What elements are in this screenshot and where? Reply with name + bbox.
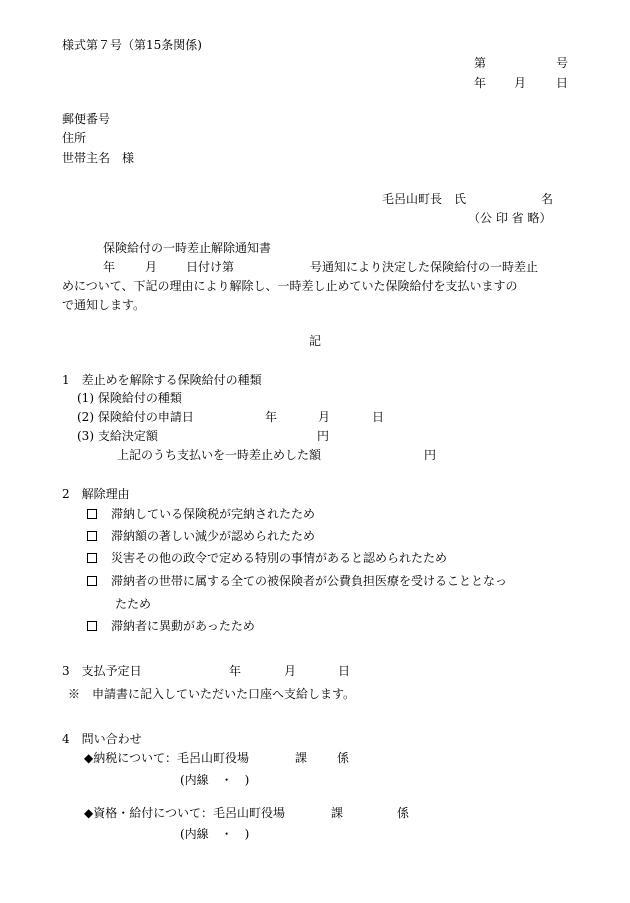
body-month: 月 [145,260,158,274]
address-label: 住所 [62,131,87,145]
ki-heading: 記 [309,334,322,348]
section1-heading: 1 差止めを解除する保険給付の種類 [62,373,262,387]
section1-item2: (2) 保険給付の申請日 [77,410,194,424]
item3-yen: 円 [317,429,330,443]
date-month: 月 [514,76,527,90]
seal-omitted: （公 印 省 略） [468,211,552,225]
section1-item3: (3) 支給決定額 [77,429,158,443]
section1-item1: (1) 保険給付の種類 [77,391,182,405]
payment-month: 月 [284,664,297,678]
reason-checkbox[interactable] [87,621,97,631]
reason-checkbox[interactable] [87,576,97,586]
item2-year: 年 [265,410,278,424]
reason-checkbox[interactable] [87,553,97,563]
postal-code-label: 郵便番号 [62,112,111,126]
body-line3: で通知します。 [62,298,146,312]
benefit-kakari: 係 [397,806,410,820]
reason-text-continuation: たため [115,597,152,611]
benefit-contact: ◆資格・給付について：毛呂山町役場 [84,806,285,820]
withheld-yen: 円 [424,448,437,462]
body-dated: 日付け第 [186,260,235,274]
tax-ka: 課 [295,751,308,765]
doc-no-suffix: 号 [556,56,569,70]
section3-heading: 3 支払予定日 [62,664,142,678]
section2-heading: 2 解除理由 [62,487,130,501]
date-year: 年 [474,76,487,90]
benefit-extension: (内線 ・ ) [180,827,250,841]
reason-text: 滞納額の著しい減少が認められたため [111,529,316,543]
body-line2: めについて、下記の理由により解除し、一時差し止めていた保険給付を支払いますの [62,279,518,293]
notice-title: 保険給付の一時差止解除通知書 [103,241,272,255]
doc-no-prefix: 第 [474,56,487,70]
issuer-title: 毛呂山町長 氏 [382,192,467,206]
tax-kakari: 係 [337,751,350,765]
tax-contact: ◆納税について：毛呂山町役場 [84,751,249,765]
payment-year: 年 [229,664,242,678]
reason-checkbox[interactable] [87,509,97,519]
tax-extension: (内線 ・ ) [180,773,250,787]
payment-note: ※ 申請書に記入していただいた口座へ支給します。 [68,687,356,701]
section4-heading: 4 問い合わせ [62,732,142,746]
item2-month: 月 [318,410,331,424]
reason-text: 災害その他の政令で定める特別の事情があると認められたため [111,551,448,565]
payment-day: 日 [338,664,351,678]
withheld-amount-label: 上記のうち支払いを一時差止めした額 [117,448,322,462]
householder-label: 世帯主名 様 [62,151,135,165]
form-number: 様式第７号（第15条関係) [62,38,202,52]
benefit-ka: 課 [331,806,344,820]
date-day: 日 [556,76,569,90]
reason-checkbox[interactable] [87,531,97,541]
item2-day: 日 [372,410,385,424]
reason-text: 滞納者の世帯に属する全ての被保険者が公費負担医療を受けることとなっ [111,574,508,588]
reason-text: 滞納している保険税が完納されたため [111,507,316,521]
body-year: 年 [103,260,116,274]
reason-text: 滞納者に異動があったため [111,619,255,633]
issuer-name-suffix: 名 [541,192,554,206]
body-line1-rest: 号通知により決定した保険給付の一時差止 [310,260,539,274]
